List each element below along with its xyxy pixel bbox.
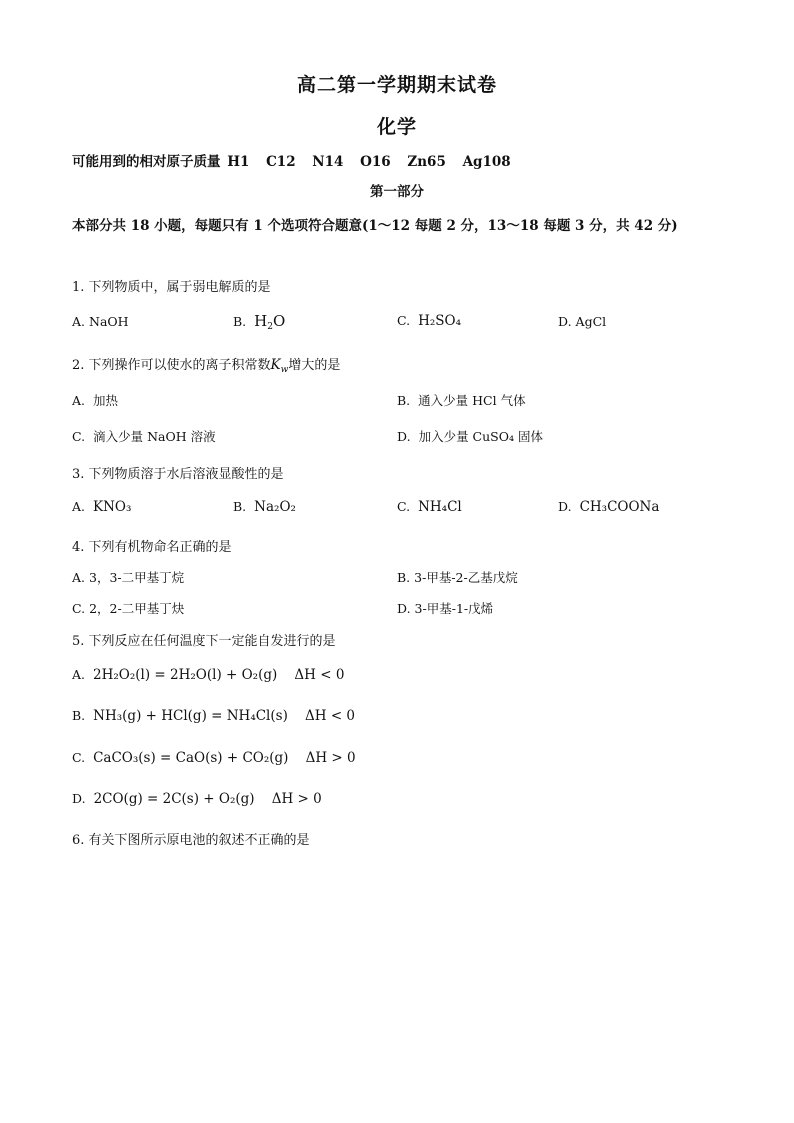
option-label: C.	[397, 499, 411, 514]
q4-option-b	[397, 568, 518, 586]
q3-option-c	[397, 499, 462, 515]
option-text: KNO₃	[93, 499, 132, 515]
question-4-stem: 4. 下列有机物命名正确的是	[72, 540, 232, 555]
option-label: D.	[72, 791, 86, 806]
atomic-masses-label: 可能用到的相对原子质量	[72, 154, 221, 170]
option-label: A.	[72, 499, 86, 514]
option-label: B.	[397, 570, 411, 585]
option-text: NaOH	[89, 314, 129, 329]
stem-text: 2. 下列操作可以使水的离子积常数	[72, 358, 271, 373]
kw-k: K	[270, 357, 281, 373]
exam-title: 高二第一学期期末试卷	[296, 74, 497, 96]
option-label: C.	[397, 313, 411, 328]
option-text: AgCl	[575, 314, 607, 329]
question-3-stem: 3. 下列物质溶于水后溶液显酸性的是	[72, 467, 284, 482]
question-6-stem: 6. 有关下图所示原电池的叙述不正确的是	[72, 833, 310, 848]
atomic-mass-o: O16	[360, 154, 391, 170]
option-label: C.	[72, 750, 86, 765]
question-2-stem	[72, 354, 340, 375]
option-text: 2H₂O₂(l) = 2H₂O(l) + O₂(g) ΔH < 0	[93, 667, 345, 683]
q2-option-a	[72, 391, 118, 409]
option-text: 3-甲基-2-乙基戊烷	[414, 570, 518, 585]
q5-option-d	[72, 791, 322, 807]
q5-option-c	[72, 750, 356, 766]
formula-subscript: 2	[267, 322, 273, 332]
part-title: 第一部分	[370, 184, 424, 200]
q4-option-d	[397, 599, 493, 617]
option-text: H₂SO₄	[418, 313, 462, 329]
q5-option-a	[72, 667, 344, 683]
q1-option-b	[233, 312, 285, 332]
option-text: 通入少量 HCl 气体	[418, 393, 526, 408]
q3-option-a	[72, 499, 131, 515]
option-label: C.	[72, 601, 86, 616]
option-label: A.	[72, 393, 86, 408]
q2-option-c	[72, 427, 216, 445]
atomic-mass-zn: Zn65	[407, 154, 446, 170]
q4-option-c	[72, 599, 184, 617]
kw-symbol	[271, 357, 289, 373]
option-text: Na₂O₂	[254, 499, 296, 515]
option-label: B.	[233, 314, 247, 329]
atomic-mass-c: C12	[266, 154, 296, 170]
option-text: 加入少量 CuSO₄ 固体	[418, 429, 543, 444]
q1-option-a	[72, 314, 129, 329]
atomic-mass-n: N14	[312, 154, 344, 170]
formula-part: H	[254, 312, 268, 330]
option-label: A.	[72, 667, 86, 682]
option-label: D.	[558, 499, 572, 514]
atomic-mass-h: H1	[227, 154, 250, 170]
option-label: B.	[233, 499, 247, 514]
subject-title: 化学	[376, 116, 417, 138]
q4-option-a	[72, 568, 184, 586]
q2-option-b	[397, 391, 526, 409]
atomic-mass-ag: Ag108	[462, 154, 511, 170]
formula-part: O	[273, 312, 286, 330]
option-label: B.	[72, 708, 86, 723]
stem-text: 增大的是	[288, 358, 341, 373]
q1-option-d	[558, 314, 606, 329]
q3-option-b	[233, 499, 296, 515]
option-text: 加热	[93, 393, 119, 408]
option-text: CH₃COONa	[579, 499, 660, 515]
question-1-stem: 1. 下列物质中，属于弱电解质的是	[72, 280, 271, 295]
q1-option-c	[397, 313, 461, 329]
q2-option-d	[397, 427, 543, 445]
option-label: D.	[397, 429, 411, 444]
option-text: 2，2-二甲基丁炔	[89, 601, 185, 616]
kw-subscript: w	[280, 365, 289, 375]
option-label: D.	[397, 601, 411, 616]
option-label: C.	[72, 429, 86, 444]
question-5-stem: 5. 下列反应在任何温度下一定能自发进行的是	[72, 634, 336, 649]
option-text: 3-甲基-1-戊烯	[414, 601, 494, 616]
option-text: 滴入少量 NaOH 溶液	[93, 429, 216, 444]
q5-option-b	[72, 708, 355, 724]
option-text: 3，3-二甲基丁烷	[89, 570, 185, 585]
atomic-masses-line	[72, 150, 523, 170]
option-label: A.	[72, 314, 86, 329]
option-text	[254, 312, 285, 330]
option-text: NH₃(g) + HCl(g) = NH₄Cl(s) ΔH < 0	[93, 708, 356, 724]
option-label: B.	[397, 393, 411, 408]
option-text: 2CO(g) = 2C(s) + O₂(g) ΔH > 0	[93, 791, 322, 807]
option-label: D.	[558, 314, 572, 329]
q3-option-d	[558, 499, 659, 515]
option-text: CaCO₃(s) = CaO(s) + CO₂(g) ΔH > 0	[93, 750, 356, 766]
option-label: A.	[72, 570, 86, 585]
option-text: NH₄Cl	[418, 499, 462, 515]
part-instructions: 本部分共 18 小题，每题只有 1 个选项符合题意(1～12 每题 2 分，13～18 每题 3 分，共 42 分)	[72, 218, 678, 234]
